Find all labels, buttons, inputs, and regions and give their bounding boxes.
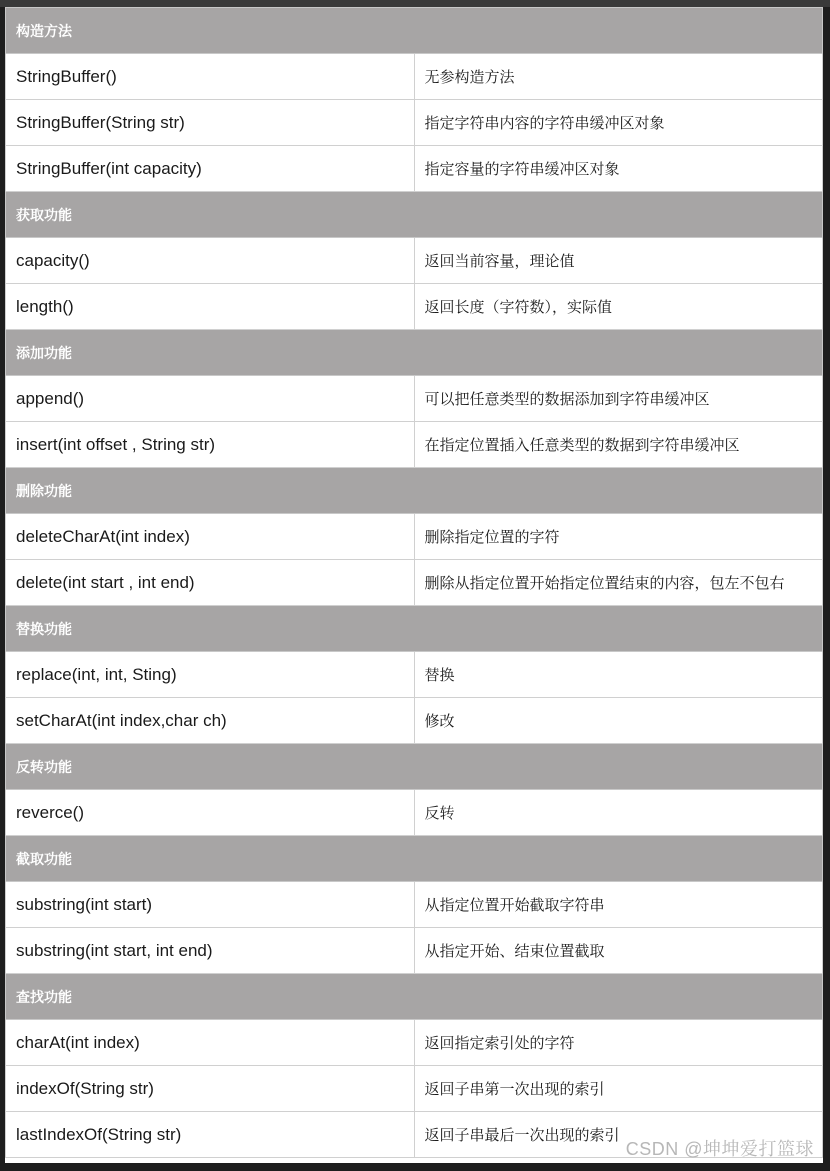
method-description: 返回子串第一次出现的索引 — [414, 1066, 823, 1112]
top-strip — [0, 0, 830, 7]
method-signature: length() — [6, 284, 415, 330]
method-description: 返回长度（字符数），实际值 — [414, 284, 823, 330]
method-signature: insert(int offset , String str) — [6, 422, 415, 468]
table-row — [6, 882, 823, 928]
section-header-row — [6, 836, 823, 882]
section-title: 获取功能 — [6, 192, 823, 238]
method-signature: indexOf(String str) — [6, 1066, 415, 1112]
section-header-row — [6, 192, 823, 238]
method-description: 从指定位置开始截取字符串 — [414, 882, 823, 928]
method-signature: reverce() — [6, 790, 415, 836]
section-title: 查找功能 — [6, 974, 823, 1020]
table-row — [6, 100, 823, 146]
table-row — [6, 54, 823, 100]
section-header-row — [6, 8, 823, 54]
section-title: 构造方法 — [6, 8, 823, 54]
method-signature: setCharAt(int index,char ch) — [6, 698, 415, 744]
method-description: 指定字符串内容的字符串缓冲区对象 — [414, 100, 823, 146]
section-title: 添加功能 — [6, 330, 823, 376]
table-row — [6, 146, 823, 192]
section-header-row — [6, 468, 823, 514]
method-signature: StringBuffer(int capacity) — [6, 146, 415, 192]
method-signature: deleteCharAt(int index) — [6, 514, 415, 560]
method-description: 删除从指定位置开始指定位置结束的内容，包左不包右 — [414, 560, 823, 606]
method-signature: delete(int start , int end) — [6, 560, 415, 606]
table-row — [6, 422, 823, 468]
method-signature: charAt(int index) — [6, 1020, 415, 1066]
section-title: 反转功能 — [6, 744, 823, 790]
method-signature: capacity() — [6, 238, 415, 284]
method-description: 返回子串最后一次出现的索引 — [414, 1112, 823, 1158]
method-signature: StringBuffer(String str) — [6, 100, 415, 146]
method-description: 删除指定位置的字符 — [414, 514, 823, 560]
method-description: 无参构造方法 — [414, 54, 823, 100]
method-signature: substring(int start, int end) — [6, 928, 415, 974]
method-description: 修改 — [414, 698, 823, 744]
table-row — [6, 928, 823, 974]
stringbuffer-method-table — [5, 7, 823, 1158]
method-signature: replace(int, int, Sting) — [6, 652, 415, 698]
table-row — [6, 1066, 823, 1112]
table-row — [6, 560, 823, 606]
method-table-sheet — [5, 7, 823, 1163]
method-description: 反转 — [414, 790, 823, 836]
method-description: 返回指定索引处的字符 — [414, 1020, 823, 1066]
method-description: 在指定位置插入任意类型的数据到字符串缓冲区 — [414, 422, 823, 468]
table-row — [6, 238, 823, 284]
table-row — [6, 698, 823, 744]
section-title: 截取功能 — [6, 836, 823, 882]
section-header-row — [6, 606, 823, 652]
section-header-row — [6, 330, 823, 376]
method-signature: append() — [6, 376, 415, 422]
method-description: 返回当前容量，理论值 — [414, 238, 823, 284]
table-row — [6, 284, 823, 330]
section-title: 替换功能 — [6, 606, 823, 652]
method-signature: substring(int start) — [6, 882, 415, 928]
csdn-watermark: CSDN @坤坤爱打篮球 — [625, 1139, 814, 1159]
method-signature: StringBuffer() — [6, 54, 415, 100]
method-signature: lastIndexOf(String str) — [6, 1112, 415, 1158]
method-description: 替换 — [414, 652, 823, 698]
table-row — [6, 376, 823, 422]
table-row — [6, 790, 823, 836]
section-header-row — [6, 744, 823, 790]
section-header-row — [6, 974, 823, 1020]
method-description: 指定容量的字符串缓冲区对象 — [414, 146, 823, 192]
table-body — [6, 8, 823, 1158]
table-row — [6, 514, 823, 560]
section-title: 删除功能 — [6, 468, 823, 514]
table-row — [6, 1020, 823, 1066]
table-row — [6, 652, 823, 698]
method-description: 从指定开始、结束位置截取 — [414, 928, 823, 974]
method-description: 可以把任意类型的数据添加到字符串缓冲区 — [414, 376, 823, 422]
